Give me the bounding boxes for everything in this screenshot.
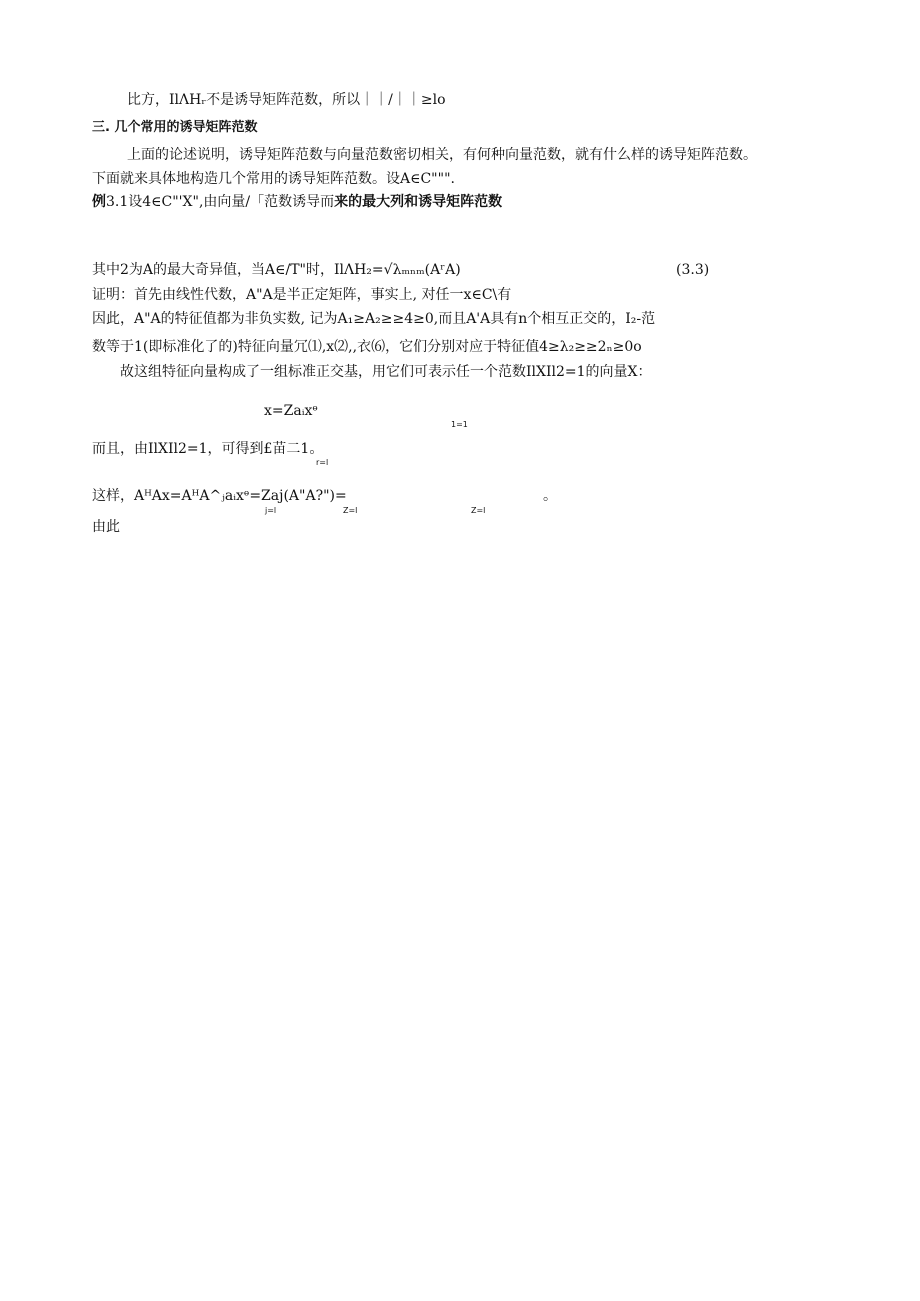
summation-index: j=l [265, 506, 277, 515]
proof-line: 数等于1(即标准化了的)特征向量冗⑴,x⑵,,衣⑹，它们分别对应于特征值4≥λ₂≥≥2ₙ≥0o [92, 339, 642, 355]
proof-line: 证明：首先由线性代数，A"A是半正定矩阵，事实上, 对任一x∈C\有 [92, 287, 512, 303]
intro-line: 比方，IlΛHᵣ不是诱导矩阵范数，所以｜｜/｜｜≥lo [127, 92, 446, 108]
example-label: 例 [92, 194, 106, 210]
line-end-mark: 。 [543, 488, 557, 504]
summation-index: Z=l [343, 506, 358, 515]
paragraph-line: 上面的论述说明，诱导矩阵范数与向量范数密切相关，有何种向量范数，就有什么样的诱导矩阵范数。 [127, 147, 757, 163]
proof-line: 故这组特征向量构成了一组标准正交基，用它们可表示任一个范数IlXIl2=1的向量X： [120, 364, 652, 380]
example-text-bold: 来的最大列和诱导矩阵范数 [334, 194, 503, 210]
summation-index: 1=1 [451, 420, 468, 429]
proof-line: 因此，A"A的特征值都为非负实数, 记为A₁≥A₂≥≥4≥0,而且A'A具有n个相互正交的，I₂-范 [92, 311, 656, 327]
section-heading: 三. 几个常用的诱导矩阵范数 [92, 120, 258, 135]
summation-index: Z=l [471, 506, 486, 515]
example-text: 3.1设4∈C"'X",由向量/「范数诱导而 [106, 194, 335, 210]
proof-line: 由此 [92, 519, 120, 535]
paragraph-line: 下面就来具体地构造几个常用的诱导矩阵范数。设A∈C""". [92, 171, 455, 187]
proof-line: 这样，AᴴAx=AᴴA^ⱼaᵢxᶱ=Zaj(A"A?")= [92, 488, 347, 504]
summation-index: r=l [316, 458, 329, 467]
theorem-line: 其中2为A的最大奇异值，当A∈/T"时，IlΛH₂=√λₘₙₘ(AʳA) [92, 262, 461, 278]
proof-line: 而且，由IlXIl2=1，可得到£苗二1。 [92, 441, 324, 457]
example-heading [92, 193, 502, 211]
equation-x: x=Zaᵢxᶱ [264, 403, 318, 419]
equation-number: (3.3) [676, 262, 710, 278]
